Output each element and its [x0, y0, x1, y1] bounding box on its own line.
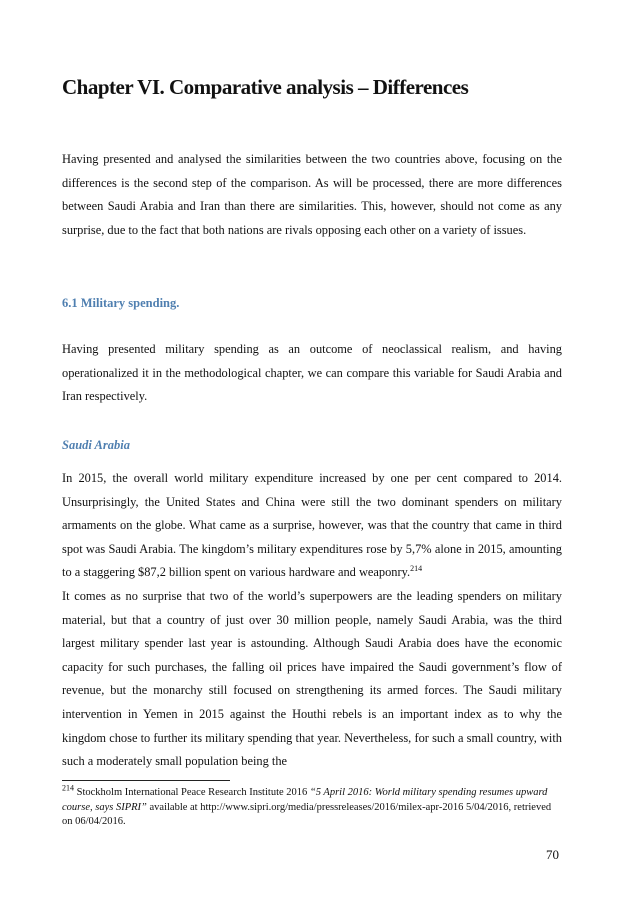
intro-paragraph: Having presented and analysed the similarities between the two countries above, focusing on the differences is the second step of the comparison. As will be processed, there are more differences between Saudi Arabia and Iran than there are similarities. This, however, should not come as any surprise, due to the fact that both nations are rivals opposing each other on a variety of issues. [62, 152, 562, 237]
footnote-number: 214 [62, 783, 74, 793]
chapter-title: Chapter VI. Comparative analysis – Differences [62, 75, 469, 99]
section-heading: 6.1 Military spending. [62, 296, 180, 310]
footnote-source: Stockholm International Peace Research Institute 2016 [76, 787, 308, 798]
footnote [62, 783, 562, 830]
footnote-details: available at http://www.sipri.org/media/pressreleases/2016/milex-apr-2016 5/04/2016, retrieved on 06/04/2016. [62, 801, 552, 827]
body-paragraph-1-text: In 2015, the overall world military expenditure increased by one per cent compared to 2014. Unsurprisingly, the United States and China were still the two dominant spenders on military armaments on the globe. What came as a surprise, however, was that the country that came in third spot was Saudi Arabia. The kingdom’s military expenditures rose by 5,7% alone in 2015, amounting to a staggering $87,2 billion spent on various hardware and weaponry. [62, 471, 562, 580]
footnote-reference[interactable]: 214 [410, 564, 423, 574]
page-number: 70 [546, 847, 559, 862]
subsection-heading: Saudi Arabia [62, 438, 130, 452]
body-paragraph-2: It comes as no surprise that two of the world’s superpowers are the leading spenders on military material, but that a country of just over 30 million people, namely Saudi Arabia, was the third largest military spender last year is astounding. Although Saudi Arabia does have the economic capacity for such purchases, the falling oil prices have impaired the Saudi government’s flow of revenue, but the monarchy still focused on strengthening its armed forces. The Saudi military intervention in Yemen in 2015 against the Houthi rebels is an important index as to why the kingdom chose to further its military spending that year. Nevertheless, for such a small country, with such a moderately small population being the [62, 589, 562, 769]
footnote-quote: “5 April 2016: World military spending resumes upward course, says SIPRI” [62, 787, 548, 813]
section-paragraph: Having presented military spending as an outcome of neoclassical realism, and having operationalized it in the methodological chapter, we can compare this variable for Saudi Arabia and Iran respectively. [62, 342, 562, 404]
body-paragraph-1 [62, 467, 562, 585]
footnote-separator [62, 780, 230, 781]
